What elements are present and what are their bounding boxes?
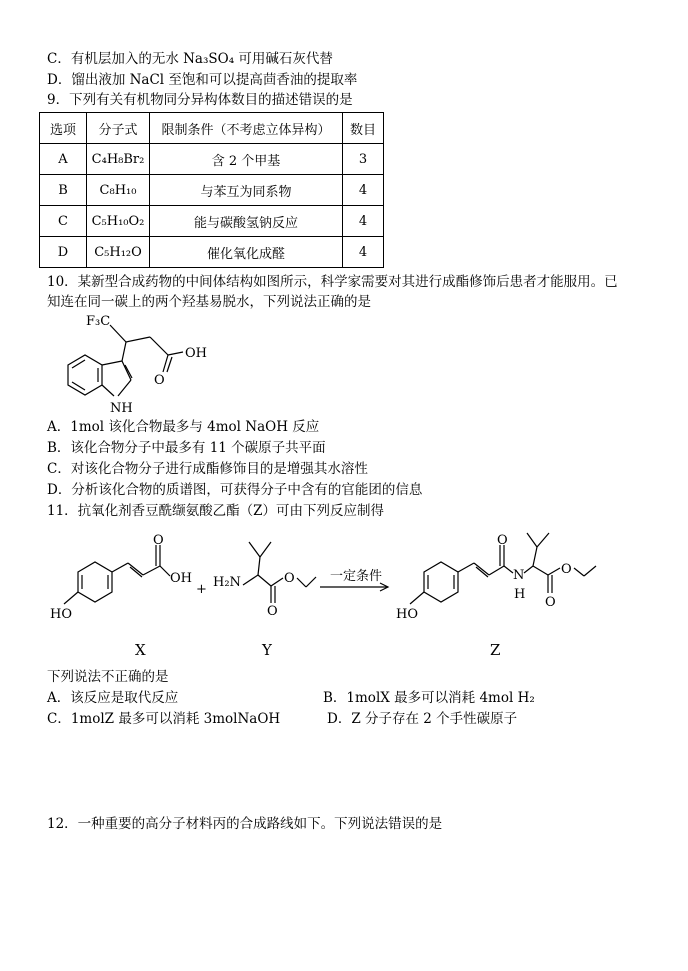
carbonyl-o-label: O	[154, 373, 165, 388]
label-z: Z	[490, 641, 501, 659]
header-condition: 限制条件（不考虑立体异构）	[150, 113, 343, 144]
cell-option: C	[40, 206, 87, 237]
q10-stem-line2: 知连在同一碳上的两个羟基易脱水，下列说法正确的是	[47, 294, 371, 310]
q9-table	[39, 112, 384, 268]
q10-option-b: B．该化合物分子中最多有 11 个碳原子共平面	[47, 440, 326, 456]
label-x: X	[135, 641, 146, 659]
cell-condition: 催化氧化成醛	[150, 237, 343, 268]
cell-option: D	[40, 237, 87, 268]
cell-formula: C₅H₁₂O	[87, 237, 150, 268]
x-benzene-ring	[78, 562, 112, 602]
arrow-condition-label: 一定条件	[330, 569, 383, 584]
q10-stem-line1: 10．某新型合成药物的中间体结构如图所示，科学家需要对其进行成酯修饰后患者才能服用。已	[47, 274, 618, 290]
cell-count: 4	[343, 206, 384, 237]
q11-stem: 11．抗氧化剂香豆酰缬氨酸乙酯（Z）可由下列反应制得	[47, 503, 385, 519]
table-row	[40, 206, 384, 237]
q11-option-a: A．该反应是取代反应	[47, 690, 179, 706]
cell-condition: 含 2 个甲基	[150, 144, 343, 175]
x-oh-label: OH	[170, 571, 192, 586]
cell-count: 4	[343, 237, 384, 268]
y-h2n-label: H₂N	[213, 575, 241, 590]
table-row	[40, 144, 384, 175]
table-row	[40, 237, 384, 268]
q11-option-b: B．1molX 最多可以消耗 4mol H₂	[323, 690, 535, 706]
cell-option: A	[40, 144, 87, 175]
plus-sign: +	[196, 582, 207, 597]
q10-bonds	[68, 325, 183, 396]
cell-option: B	[40, 175, 87, 206]
header-count: 数目	[343, 113, 384, 144]
y-ester-o-label: O	[284, 571, 295, 586]
cell-formula: C₈H₁₀	[87, 175, 150, 206]
header-option: 选项	[40, 113, 87, 144]
z-ester-o-label: O	[561, 562, 572, 577]
z-ho-label: HO	[396, 607, 418, 622]
cell-count: 4	[343, 175, 384, 206]
label-y: Y	[262, 641, 272, 659]
cell-count: 3	[343, 144, 384, 175]
oh-label: OH	[185, 346, 207, 361]
header-formula: 分子式	[87, 113, 150, 144]
q11-option-d: D．Z 分子存在 2 个手性碳原子	[327, 711, 518, 727]
q8-option-c: C．有机层加入的无水 Na₃SO₄ 可用碱石灰代替	[47, 51, 333, 67]
cell-condition: 能与碳酸氢钠反应	[150, 206, 343, 237]
q11-option-c: C．1molZ 最多可以消耗 3molNaOH	[47, 711, 281, 727]
q11-question: 下列说法不正确的是	[47, 669, 169, 685]
z-amide-o-label: O	[497, 533, 508, 548]
cell-formula: C₅H₁₀O₂	[87, 206, 150, 237]
q10-option-d: D．分析该化合物的质谱图，可获得分子中含有的官能团的信息	[47, 482, 423, 498]
benzene-ring	[68, 355, 102, 395]
table-row	[40, 175, 384, 206]
z-h-label: H	[514, 587, 526, 602]
q10-option-a: A．1mol 该化合物最多与 4mol NaOH 反应	[47, 419, 320, 435]
q9-stem: 9．下列有关有机物同分异构体数目的描述错误的是	[47, 92, 353, 108]
q8-option-d: D．馏出液加 NaCl 至饱和可以提高茴香油的提取率	[47, 72, 358, 88]
y-carbonyl-o-label: O	[267, 604, 278, 619]
cell-formula: C₄H₈Br₂	[87, 144, 150, 175]
z-n-label: N	[513, 568, 525, 583]
x-o-label: O	[153, 533, 164, 548]
q10-option-c: C．对该化合物分子进行成酯修饰目的是增强其水溶性	[47, 461, 368, 477]
q12-stem: 12．一种重要的高分子材料丙的合成路线如下。下列说法错误的是	[47, 816, 443, 832]
cf3-label: F₃C	[86, 314, 111, 329]
z-benzene-ring	[424, 562, 458, 602]
z-carbonyl-o-label: O	[545, 595, 556, 610]
table-header-row	[40, 113, 384, 144]
nh-label: NH	[110, 401, 133, 416]
x-ho-label: HO	[50, 607, 72, 622]
cell-condition: 与苯互为同系物	[150, 175, 343, 206]
